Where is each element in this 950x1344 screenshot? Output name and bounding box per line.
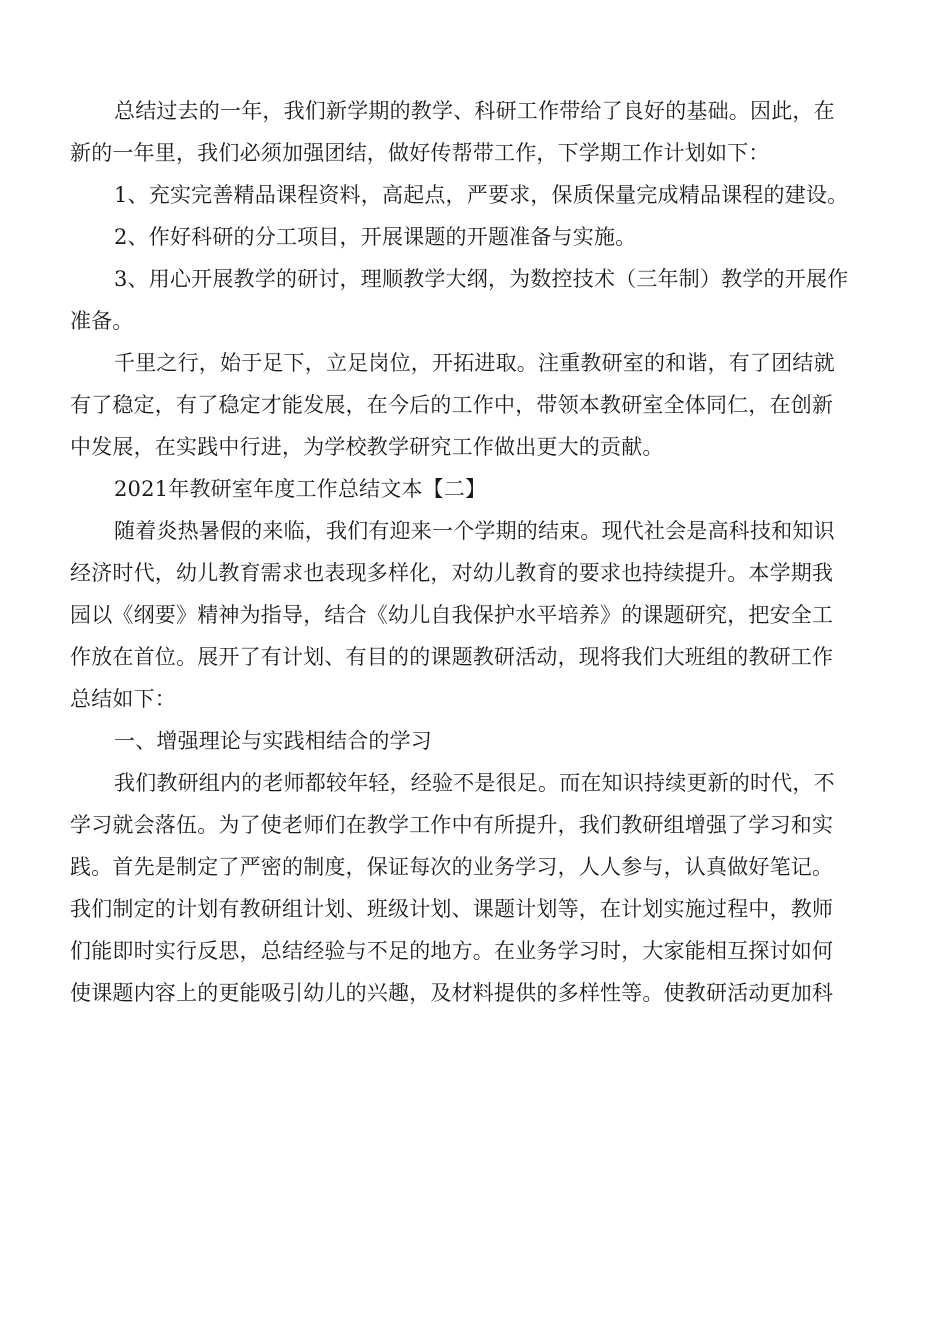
text-line: 我们制定的计划有教研组计划、班级计划、课题计划等，在计划实施过程中，教师	[70, 897, 834, 921]
text-line: 千里之行，始于足下，立足岗位，开拓进取。注重教研室的和谐，有了团结就	[114, 351, 835, 375]
subsection-heading: 一、增强理论与实践相结合的学习	[114, 729, 432, 753]
text-line: 随着炎热暑假的来临，我们有迎来一个学期的结束。现代社会是高科技和知识	[114, 519, 835, 543]
text-line: 使课题内容上的更能吸引幼儿的兴趣，及材料提供的多样性等。使教研活动更加科	[70, 981, 834, 1005]
text-line: 学习就会落伍。为了使老师们在教学工作中有所提升，我们教研组增强了学习和实	[70, 813, 834, 837]
document-body	[70, 90, 880, 1014]
text-line: 总结过去的一年，我们新学期的教学、科研工作带给了良好的基础。因此，在	[114, 99, 835, 123]
text-line: 新的一年里，我们必须加强团结，做好传帮带工作，下学期工作计划如下：	[70, 141, 770, 165]
text-line: 有了稳定，有了稳定才能发展，在今后的工作中，带领本教研室全体同仁，在创新	[70, 393, 834, 417]
text-line: 园以《纲要》精神为指导，结合《幼儿自我保护水平培养》的课题研究，把安全工	[70, 603, 834, 627]
text-line: 中发展，在实践中行进，为学校教学研究工作做出更大的贡献。	[70, 435, 664, 459]
text-line: 作放在首位。展开了有计划、有目的的课题教研活动，现将我们大班组的教研工作	[70, 645, 834, 669]
section-heading: 2021年教研室年度工作总结文本【二】	[114, 477, 487, 501]
text-line: 我们教研组内的老师都较年轻，经验不是很足。而在知识持续更新的时代，不	[114, 771, 835, 795]
text-line: 1、充实完善精品课程资料，高起点，严要求，保质保量完成精品课程的建设。	[114, 183, 849, 207]
text-line: 2、作好科研的分工项目，开展课题的开题准备与实施。	[114, 225, 637, 249]
text-line: 们能即时实行反思，总结经验与不足的地方。在业务学习时，大家能相互探讨如何	[70, 939, 834, 963]
text-line: 3、用心开展教学的研讨，理顺教学大纲，为数控技术（三年制）教学的开展作	[114, 267, 849, 291]
text-line: 经济时代，幼儿教育需求也表现多样化，对幼儿教育的要求也持续提升。本学期我	[70, 561, 834, 585]
text-line: 准备。	[70, 309, 134, 333]
text-line: 践。首先是制定了严密的制度，保证每次的业务学习，人人参与，认真做好笔记。	[70, 855, 834, 879]
text-line: 总结如下：	[70, 687, 176, 711]
